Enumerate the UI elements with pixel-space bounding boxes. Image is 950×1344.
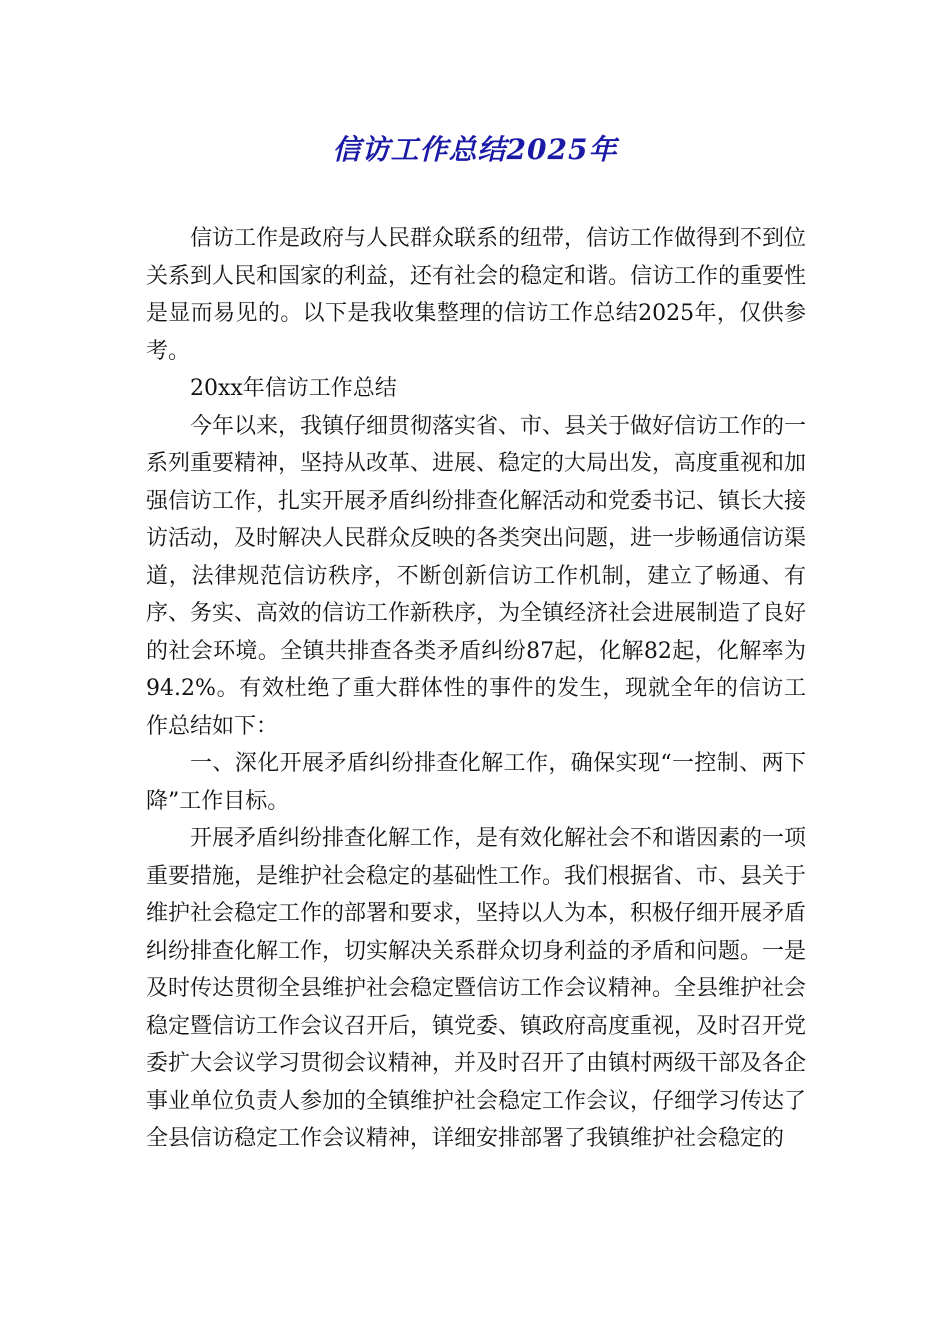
- document-body: [146, 220, 806, 1158]
- paragraph-subtitle: 20xx年信访工作总结: [190, 376, 397, 401]
- paragraph-section-1: 开展矛盾纠纷排查化解工作，是有效化解社会不和谐因素的一项重要措施，是维护社会稳定的基础性工作。我们根据省、市、县关于维护社会稳定工作的部署和要求，坚持以人为本，积极仔细开展矛盾纠纷排查化解工作，切实解决关系群众切身利益的矛盾和问题。一是及时传达贯彻全县维护社会稳定暨信访工作会议精神。全县维护社会稳定暨信访工作会议召开后，镇党委、镇政府高度重视，及时召开党委扩大会议学习贯彻会议精神，并及时召开了由镇村两级干部及各企事业单位负责人参加的全镇维护社会稳定工作会议，仔细学习传达了全县信访稳定工作会议精神，详细安排部署了我镇维护社会稳定的: [146, 826, 807, 1151]
- section-heading-1: 一、深化开展矛盾纠纷排查化解工作，确保实现“一控制、两下降”工作目标。: [146, 751, 806, 814]
- document-title: 信访工作总结2025年: [332, 133, 618, 166]
- paragraph-intro: 信访工作是政府与人民群众联系的纽带，信访工作做得到不到位关系到人民和国家的利益，还有社会的稳定和谐。信访工作的重要性是显而易见的。以下是我收集整理的信访工作总结2025年，仅供参考。: [146, 226, 807, 364]
- paragraph-overview: 今年以来，我镇仔细贯彻落实省、市、县关于做好信访工作的一系列重要精神，坚持从改革、进展、稳定的大局出发，高度重视和加强信访工作，扎实开展矛盾纠纷排查化解活动和党委书记、镇长大接访活动，及时解决人民群众反映的各类突出问题，进一步畅通信访渠道，法律规范信访秩序，不断创新信访工作机制，建立了畅通、有序、务实、高效的信访工作新秩序，为全镇经济社会进展制造了良好的社会环境。全镇共排查各类矛盾纠纷87起，化解82起，化解率为94.2%。有效杜绝了重大群体性的事件的发生，现就全年的信访工作总结如下：: [146, 413, 807, 739]
